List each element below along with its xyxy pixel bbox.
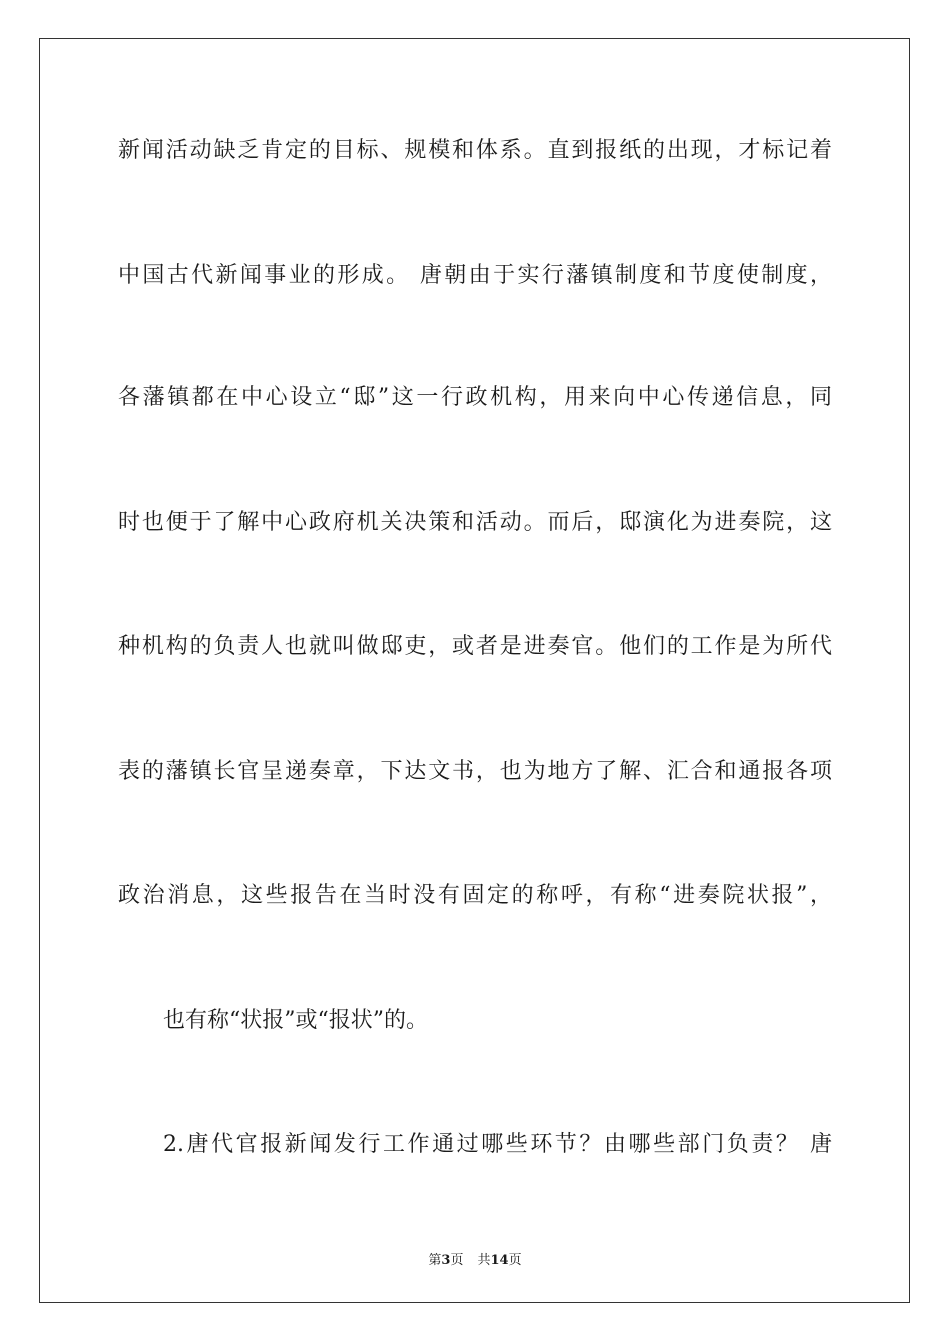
footer-total-pages: 14: [490, 1253, 509, 1268]
footer-total-suffix: 页: [508, 1253, 522, 1268]
page-border: [39, 38, 910, 1303]
paragraph-line-8: 也有称“状报”或“报状”的。: [163, 1008, 428, 1033]
paragraph-line-1: 新闻活动缺乏肯定的目标、规模和体系。直到报纸的出现，才标记着: [118, 138, 832, 163]
footer-total-prefix: 共: [477, 1253, 491, 1268]
paragraph-line-3: 各藩镇都在中心设立“邸”这一行政机构，用来向中心传递信息，同: [118, 385, 832, 410]
paragraph-line-5: 种机构的负责人也就叫做邸吏，或者是进奏官。他们的工作是为所代: [118, 634, 832, 659]
footer-page-suffix: 页: [450, 1253, 464, 1268]
paragraph-line-6: 表的藩镇长官呈递奏章，下达文书，也为地方了解、汇合和通报各项: [118, 759, 832, 784]
footer-page-prefix: 第: [428, 1253, 442, 1268]
paragraph-line-4: 时也便于了解中心政府机关决策和活动。而后，邸演化为进奏院，这: [118, 510, 832, 535]
footer-page-number: 3: [441, 1253, 451, 1268]
page-footer: [0, 1249, 950, 1268]
paragraph-line-7: 政治消息，这些报告在当时没有固定的称呼，有称“进奏院状报”，: [118, 883, 832, 908]
paragraph-line-2: 中国古代新闻事业的形成。 唐朝由于实行藩镇制度和节度使制度，: [118, 263, 832, 288]
question-line: 2.唐代官报新闻发行工作通过哪些环节？由哪些部门负责？ 唐: [163, 1132, 832, 1157]
